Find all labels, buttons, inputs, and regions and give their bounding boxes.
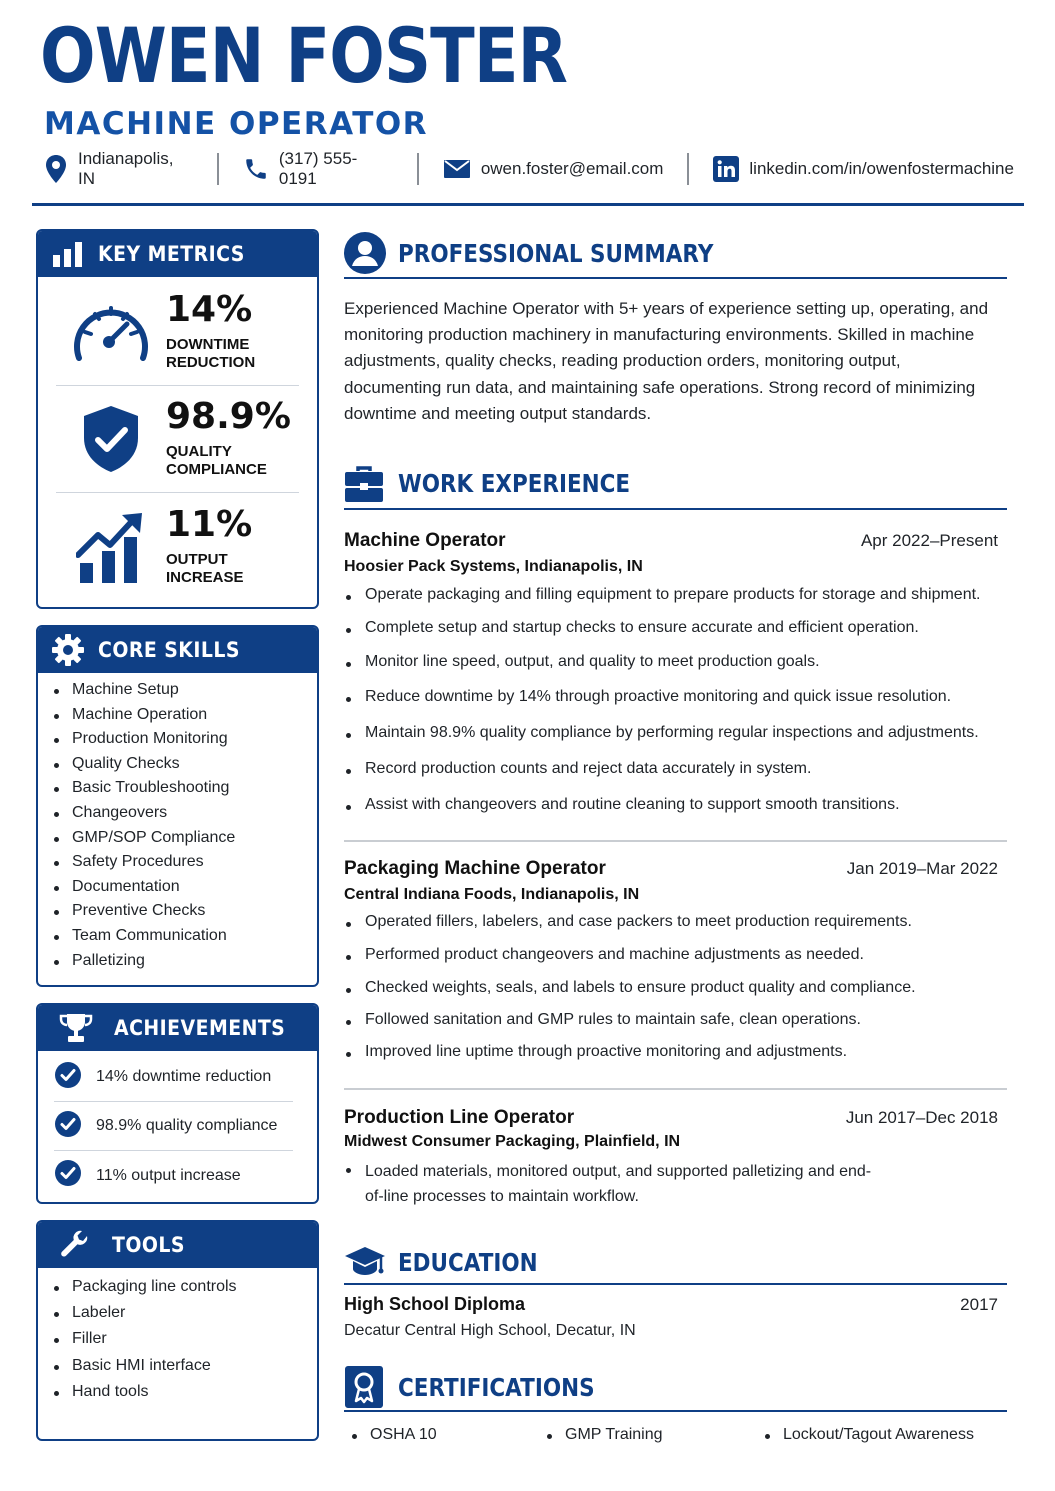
check-circle-icon — [54, 1110, 82, 1143]
person-icon — [344, 232, 398, 274]
header-divider — [32, 203, 1024, 206]
location-pin-icon — [44, 154, 68, 184]
job-title: Production Line Operator — [344, 1107, 575, 1128]
candidate-name: OWEN FOSTER — [40, 11, 568, 100]
tools-list — [38, 1268, 317, 1409]
summary-section-header — [344, 229, 1007, 279]
list-item: Monitor line speed, output, and quality to meet production goals. — [344, 653, 1004, 688]
contact-bar — [44, 149, 1014, 188]
list-item: Production Monitoring — [52, 730, 317, 755]
list-item: Assist with changeovers and routine cleaning to support smooth transitions. — [344, 796, 1004, 826]
graduation-cap-icon — [344, 1245, 398, 1279]
bar-chart-icon — [38, 241, 98, 267]
job-dates: Jan 2019–Mar 2022 — [846, 859, 998, 878]
linkedin-text: linkedin.com/in/owenfostermachine — [749, 159, 1014, 178]
contact-location — [44, 149, 193, 189]
skills-list — [38, 673, 317, 976]
achievement-item — [54, 1053, 293, 1102]
list-item: Performed product changeovers and machine adjustments as needed. — [344, 946, 1004, 979]
list-item: Improved line uptime through proactive monitoring and adjustments. — [344, 1043, 1004, 1071]
section-title: CERTIFICATIONS — [398, 1372, 595, 1402]
achievement-item — [54, 1151, 293, 1200]
list-item: Labeler — [52, 1304, 317, 1330]
metric-value: 14% — [166, 289, 253, 330]
certification-item: GMP Training — [545, 1426, 663, 1444]
list-item: Operate packaging and filling equipment to prepare products for storage and shipment. — [344, 586, 1004, 619]
growth-chart-icon — [56, 511, 166, 583]
metric-label: DOWNTIME REDUCTION — [166, 336, 256, 371]
contact-divider — [687, 153, 689, 185]
certification-item: OSHA 10 — [350, 1426, 437, 1444]
job-dates: Jun 2017–Dec 2018 — [845, 1108, 998, 1127]
check-circle-icon — [54, 1061, 82, 1094]
panel-header — [38, 231, 317, 277]
list-item: Quality Checks — [52, 755, 317, 780]
contact-divider — [417, 153, 419, 185]
contact-email[interactable] — [443, 159, 664, 179]
metric-output — [56, 493, 299, 600]
list-item: Loaded materials, monitored output, and supported palletizing and end-of-line processes to maintain workflow. — [344, 1159, 884, 1209]
core-skills-panel — [36, 625, 319, 987]
metric-quality — [56, 386, 299, 493]
list-item: Machine Operation — [52, 706, 317, 731]
contact-divider — [217, 153, 219, 185]
phone-icon — [243, 156, 269, 182]
linkedin-icon — [713, 156, 739, 182]
section-title: WORK EXPERIENCE — [398, 469, 631, 498]
gauge-icon — [56, 300, 166, 364]
trophy-icon — [38, 1012, 114, 1044]
panel-header — [38, 1005, 317, 1051]
list-item: Team Communication — [52, 927, 317, 952]
job-company: Hoosier Pack Systems, Indianapolis, IN — [344, 558, 643, 575]
list-item: Complete setup and startup checks to ensure accurate and efficient operation. — [344, 619, 1004, 653]
achievement-text: 98.9% quality compliance — [96, 1117, 278, 1134]
list-item: Maintain 98.9% quality compliance by performing regular inspections and adjustments. — [344, 724, 1004, 760]
job-entry — [344, 1107, 1004, 1209]
list-item: Filler — [52, 1330, 317, 1356]
wrench-icon — [38, 1230, 112, 1260]
job-company: Central Indiana Foods, Indianapolis, IN — [344, 886, 640, 903]
phone-text: (317) 555-0191 — [278, 149, 358, 188]
panel-header — [38, 1222, 317, 1268]
list-item: Documentation — [52, 878, 317, 903]
list-item: Palletizing — [52, 952, 317, 977]
education-entry — [344, 1294, 1004, 1340]
check-circle-icon — [54, 1159, 82, 1192]
panel-header — [38, 627, 317, 673]
certifications-section-header — [344, 1364, 1007, 1412]
graduation-year: 2017 — [960, 1295, 998, 1314]
list-item: Followed sanitation and GMP rules to maintain safe, clean operations. — [344, 1011, 1004, 1043]
location-text: Indianapolis, IN — [78, 149, 174, 188]
degree-title: High School Diploma — [344, 1294, 526, 1314]
metric-downtime — [56, 279, 299, 386]
achievements-panel — [36, 1003, 319, 1204]
briefcase-icon — [344, 464, 398, 504]
list-item: GMP/SOP Compliance — [52, 829, 317, 854]
list-item: Basic Troubleshooting — [52, 779, 317, 804]
job-divider — [344, 840, 1007, 842]
job-bullets — [344, 1159, 884, 1209]
section-title: PROFESSIONAL SUMMARY — [398, 238, 714, 268]
contact-linkedin[interactable] — [713, 156, 1014, 182]
metric-label: QUALITY COMPLIANCE — [166, 443, 267, 478]
certification-item: Lockout/Tagout Awareness — [763, 1426, 974, 1444]
tools-panel — [36, 1220, 319, 1441]
job-divider — [344, 1088, 1007, 1090]
achievement-text: 14% downtime reduction — [96, 1068, 272, 1085]
certifications-list — [350, 1426, 1000, 1450]
award-ribbon-icon — [344, 1365, 398, 1409]
job-bullets — [344, 586, 1004, 826]
job-entry — [344, 530, 1004, 826]
achievement-text: 11% output increase — [96, 1166, 241, 1184]
achievement-item — [54, 1102, 293, 1151]
list-item: Basic HMI interface — [52, 1357, 317, 1383]
section-title: EDUCATION — [398, 1247, 538, 1277]
panel-title: ACHIEVEMENTS — [114, 1016, 286, 1040]
job-title: Machine Operator — [344, 530, 506, 551]
list-item: Hand tools — [52, 1383, 317, 1409]
metric-label: OUTPUT INCREASE — [166, 550, 244, 586]
list-item: Record production counts and reject data accurately in system. — [344, 760, 1004, 796]
list-item: Packaging line controls — [52, 1278, 317, 1304]
panel-title: KEY METRICS — [98, 242, 245, 266]
job-company: Midwest Consumer Packaging, Plainfield, IN — [344, 1133, 681, 1150]
panel-title: TOOLS — [112, 1233, 185, 1257]
candidate-role: MACHINE OPERATOR — [44, 106, 429, 142]
metric-value: 11% — [166, 503, 253, 545]
envelope-icon — [443, 159, 471, 179]
email-text: owen.foster@email.com — [480, 159, 664, 178]
experience-section-header — [344, 459, 1007, 510]
job-entry — [344, 858, 1004, 1071]
school-name: Decatur Central High School, Decatur, IN — [344, 1322, 636, 1339]
list-item: Machine Setup — [52, 681, 317, 706]
contact-phone[interactable] — [243, 149, 393, 189]
list-item: Operated fillers, labelers, and case packers to meet production requirements. — [344, 913, 1004, 946]
job-bullets — [344, 913, 1004, 1071]
list-item: Reduce downtime by 14% through proactive monitoring and quick issue resolution. — [344, 688, 1004, 724]
summary-text: Experienced Machine Operator with 5+ years of experience setting up, operating, and monitoring production machinery in manufacturing environments. Skilled in machine adjustments, quality checks, reading production orders, monitoring output, documenting run data, and maintaining safe operations. Strong record of minimizing downtime and meeting output standards. — [344, 299, 989, 423]
job-dates: Apr 2022–Present — [860, 531, 998, 550]
list-item: Preventive Checks — [52, 902, 317, 927]
education-section-header — [344, 1241, 1007, 1285]
job-title: Packaging Machine Operator — [344, 858, 606, 879]
list-item: Changeovers — [52, 804, 317, 829]
gear-icon — [38, 633, 98, 667]
shield-check-icon — [56, 404, 166, 474]
key-metrics-panel — [36, 229, 319, 609]
list-item: Checked weights, seals, and labels to ensure product quality and compliance. — [344, 979, 1004, 1011]
list-item: Safety Procedures — [52, 853, 317, 878]
metric-value: 98.9% — [166, 396, 291, 437]
panel-title: CORE SKILLS — [98, 638, 240, 662]
